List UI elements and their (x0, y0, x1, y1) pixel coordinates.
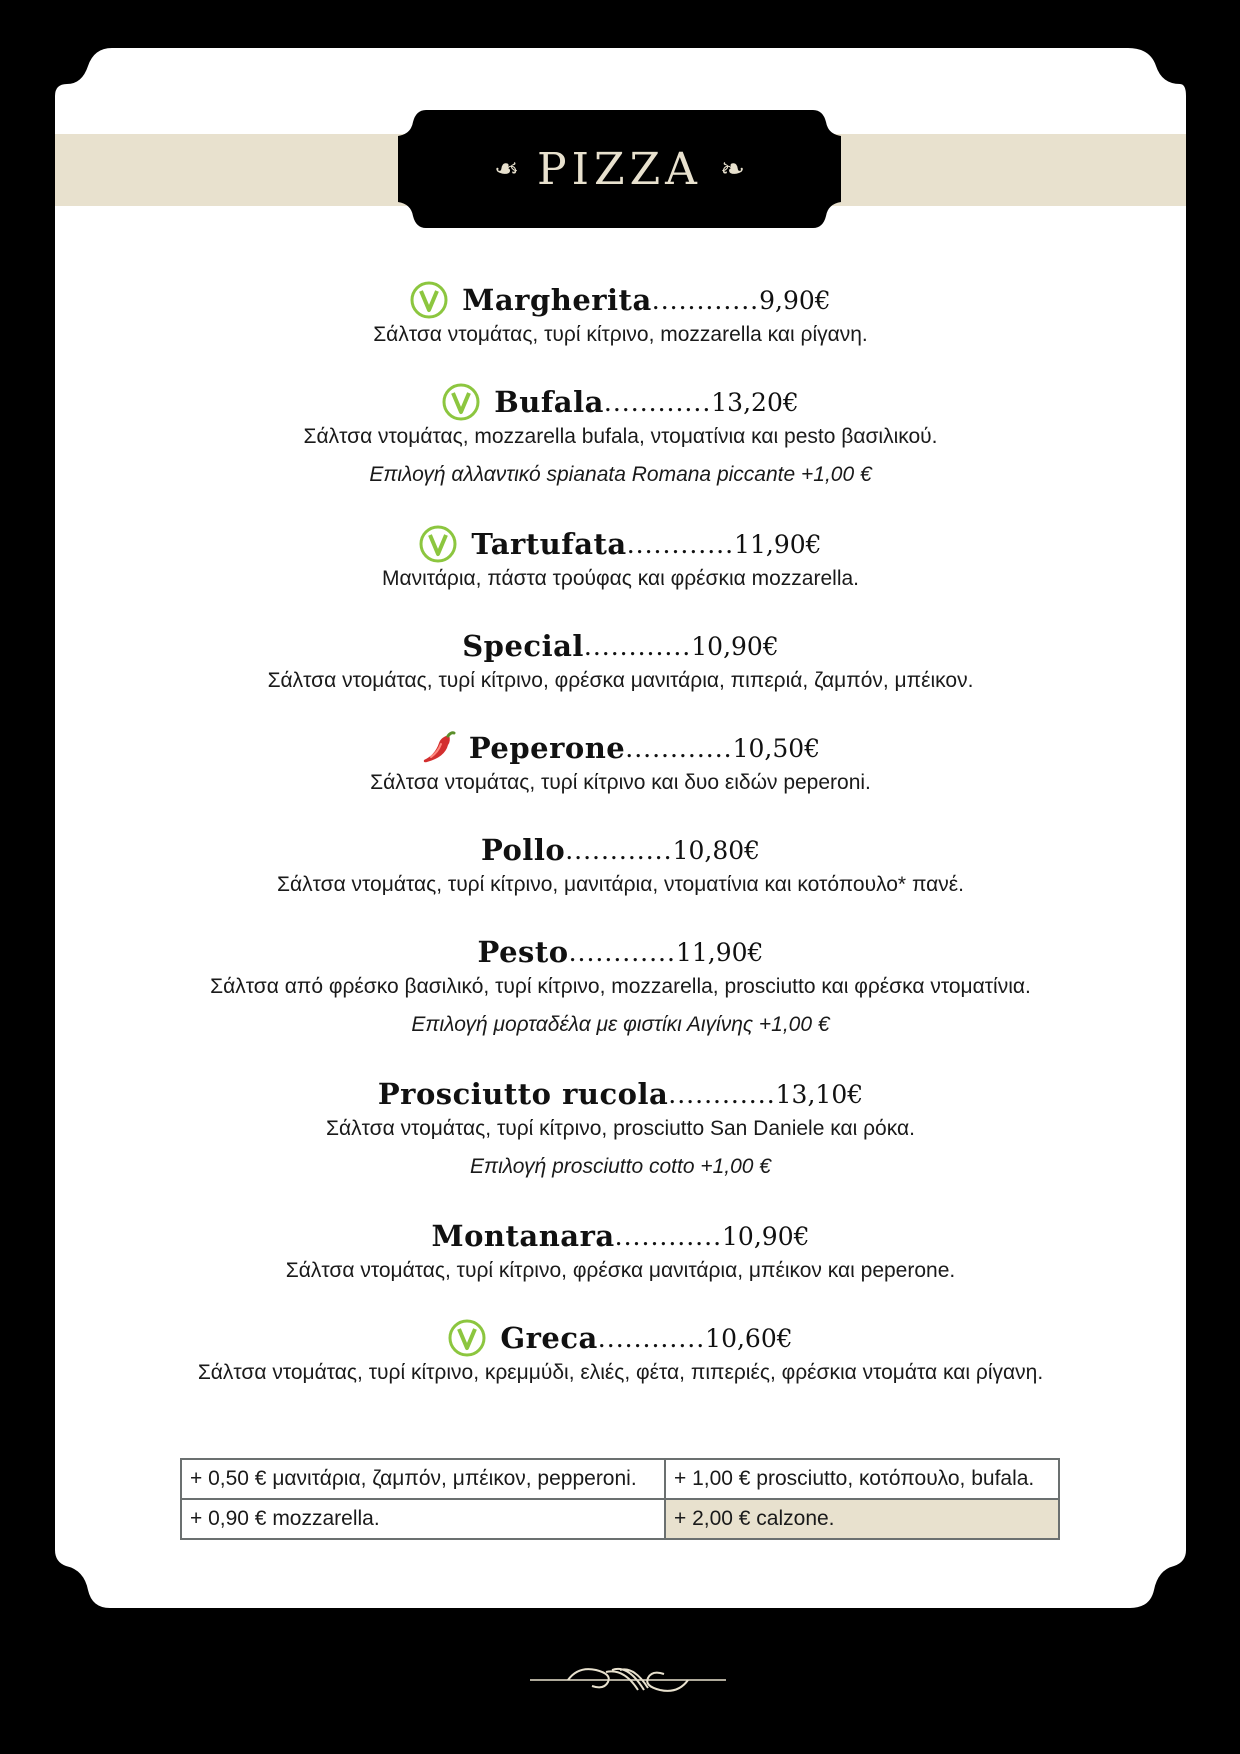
page-title (398, 110, 841, 228)
dot-leader: ............ (668, 1079, 776, 1109)
item-option: Επιλογή μορταδέλα με φιστίκι Αιγίνης +1,00 € (411, 1013, 830, 1036)
vegetarian-v-icon (419, 525, 457, 563)
menu-item-prosciutto-rucola (55, 1074, 1186, 1179)
item-price: 11,90€ (734, 529, 822, 559)
item-description: Σάλτσα ντομάτας, τυρί κίτρινο, κρεμμύδι, ελιές, φέτα, πιπεριές, φρέσκια ντομάτα και ρίγανη. (197, 1361, 1044, 1384)
item-price: 10,80€ (672, 835, 761, 865)
item-option: Επιλογή prosciutto cotto +1,00 € (470, 1155, 771, 1178)
item-description: Μανιτάρια, πάστα τρούφας και φρέσκια mozzarella. (381, 567, 860, 590)
title-label: PIZZA (537, 143, 702, 195)
dot-leader: ............ (625, 733, 733, 763)
menu-item-pesto (55, 932, 1186, 1037)
swash-left-icon: ❧ (488, 151, 520, 187)
vegetarian-v-icon (442, 383, 480, 421)
dot-leader: ............ (568, 937, 676, 967)
item-name: Margherita (462, 283, 652, 317)
dot-leader: ............ (651, 285, 760, 315)
dot-leader: ............ (603, 387, 712, 417)
item-description: Σάλτσα ντομάτας, mozzarella bufala, ντοματίνια και pesto βασιλικού. (303, 425, 938, 448)
menu-item-peperone (55, 728, 1186, 795)
item-description: Σάλτσα ντομάτας, τυρί κίτρινο και δυο ειδών peperoni. (370, 771, 871, 794)
extras-table (180, 1458, 1060, 1540)
extras-cell: + 2,00 € calzone. (665, 1499, 1059, 1539)
item-price: 13,20€ (711, 387, 799, 417)
item-description: Σάλτσα από φρέσκο βασιλικό, τυρί κίτρινο, mozzarella, prosciutto και φρέσκα ντοματίνια. (210, 975, 1031, 998)
item-price: 13,10€ (775, 1079, 864, 1109)
item-price: 10,50€ (732, 733, 821, 763)
item-name: Greca (500, 1321, 598, 1355)
item-price: 10,60€ (705, 1323, 793, 1353)
item-name: Montanara (431, 1219, 615, 1253)
menu-item-pollo (55, 830, 1186, 897)
item-name: Peperone (468, 731, 626, 765)
item-name: Special (462, 629, 584, 663)
item-option: Επιλογή αλλαντικό spianata Romana piccante +1,00 € (369, 463, 872, 486)
chili-pepper-icon (421, 731, 457, 765)
dot-leader: ............ (614, 1221, 723, 1251)
extras-cell: + 1,00 € prosciutto, κοτόπουλο, bufala. (665, 1459, 1059, 1499)
item-price: 11,90€ (675, 937, 764, 967)
item-name: Bufala (494, 385, 604, 419)
item-description: Σάλτσα ντομάτας, τυρί κίτρινο, φρέσκα μανιτάρια, μπέικον και peperone. (285, 1259, 956, 1282)
item-name: Prosciutto rucola (377, 1077, 669, 1111)
menu-item-special (55, 626, 1186, 693)
swash-right-icon: ❧ (719, 151, 751, 187)
menu-item-montanara (55, 1216, 1186, 1283)
menu-item-greca (55, 1318, 1186, 1385)
item-name: Pesto (477, 935, 569, 969)
item-price: 10,90€ (691, 631, 779, 661)
dot-leader: ............ (626, 529, 735, 559)
table-row (181, 1459, 1059, 1499)
item-description: Σάλτσα ντομάτας, τυρί κίτρινο, φρέσκα μανιτάρια, πιπεριά, ζαμπόν, μπέικον. (267, 669, 974, 692)
extras-cell: + 0,50 € μανιτάρια, ζαμπόν, μπέικον, pepperoni. (181, 1459, 665, 1499)
menu-item-margherita (55, 280, 1186, 347)
extras-cell: + 0,90 € mozzarella. (181, 1499, 665, 1539)
item-name: Pollo (480, 833, 566, 867)
item-price: 10,90€ (722, 1221, 810, 1251)
vegetarian-v-icon (448, 1319, 486, 1357)
item-name: Tartufata (471, 527, 627, 561)
table-row (181, 1499, 1059, 1539)
dot-leader: ............ (565, 835, 673, 865)
dot-leader: ............ (583, 631, 692, 661)
item-description: Σάλτσα ντομάτας, τυρί κίτρινο, μανιτάρια, ντοματίνια και κοτόπουλο* πανέ. (277, 873, 964, 896)
item-price: 9,90€ (759, 285, 831, 315)
menu-item-tartufata (55, 524, 1186, 591)
item-description: Σάλτσα ντομάτας, τυρί κίτρινο, prosciutto San Daniele και ρόκα. (326, 1117, 915, 1140)
menu-item-bufala (55, 382, 1186, 487)
flourish-ornament-icon (528, 1660, 728, 1700)
vegetarian-v-icon (410, 281, 448, 319)
item-description: Σάλτσα ντομάτας, τυρί κίτρινο, mozzarella και ρίγανη. (373, 323, 868, 346)
dot-leader: ............ (597, 1323, 706, 1353)
